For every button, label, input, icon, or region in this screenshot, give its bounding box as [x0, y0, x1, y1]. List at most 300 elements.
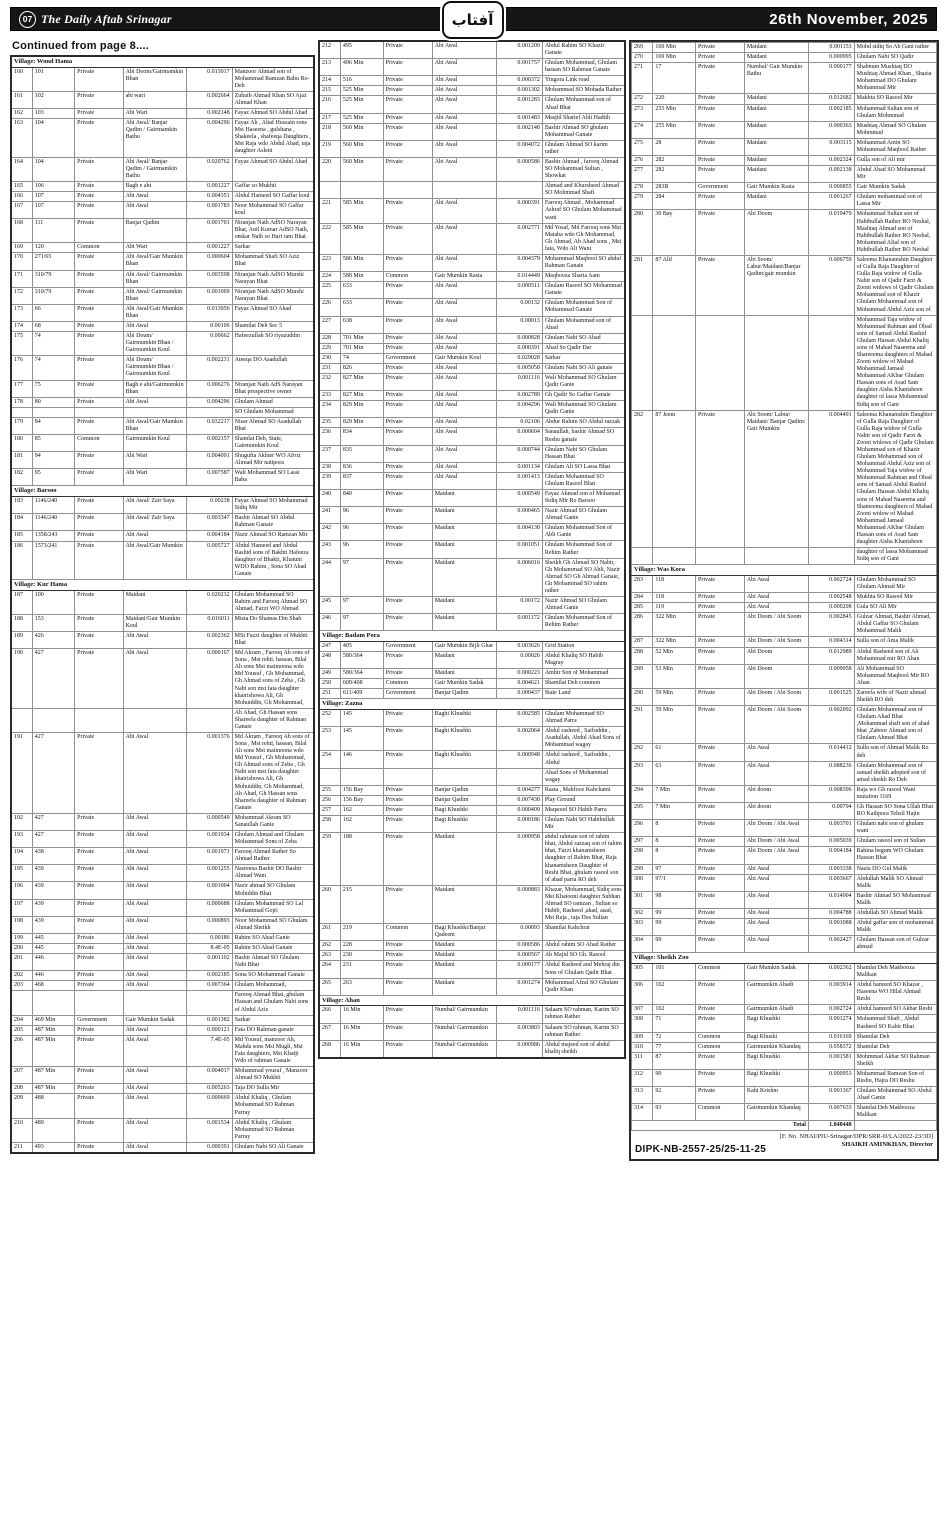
serial-no-cell: 217 [319, 113, 340, 123]
ownership-type-cell: Private [696, 919, 745, 936]
survey-no-cell: 827 Min [340, 373, 383, 390]
area-cell: 0.00013 [496, 316, 542, 333]
survey-no-cell: 439 [32, 916, 74, 933]
survey-no-cell: 7 Min [653, 803, 696, 820]
survey-no-cell: 71 [653, 1015, 696, 1032]
serial-no-cell: 213 [319, 59, 340, 76]
land-type-cell [432, 768, 496, 785]
survey-no-cell: 427 [32, 813, 74, 830]
serial-no-cell: 276 [632, 156, 653, 166]
survey-no-cell: 525 Min [340, 96, 383, 113]
survey-no-cell: 52 Min [653, 647, 696, 664]
land-type-cell: Bagi Khuski [744, 1032, 808, 1042]
owner-name-cell: Ab Ahad, Gh Hassan sons Shareefa daughter of Rahman Ganaie [232, 708, 314, 732]
owner-name-cell: Farooq Ahmad Bhat, ghulam Hassan and Ghulam Nabi sons of Abdul Aziz [232, 991, 314, 1015]
survey-no-cell: 446 [32, 954, 74, 971]
ownership-type-cell: Private [383, 391, 432, 401]
serial-no-cell: 258 [319, 816, 340, 833]
table-row [632, 1032, 937, 1042]
survey-no-cell: 74 [32, 332, 74, 356]
area-cell: 0.001227 [187, 181, 232, 191]
village-label: Village: Kur Hama [11, 579, 314, 590]
owner-name-cell: Ghulam nabi son of ghulam wani [854, 820, 936, 837]
table-row [632, 864, 937, 874]
land-type-cell: Abi Awal [123, 831, 187, 848]
area-cell: 0.000186 [496, 816, 542, 833]
owner-name-cell: Ghulam Mohammad, Ghulam hassan SO Rahman Ganaie [542, 59, 625, 76]
serial-no-cell: 269 [632, 43, 653, 53]
serial-no-cell: 278 [632, 183, 653, 193]
owner-name-cell: Farooq Ahmad , Mohammad Ashraf SO Ghulam Mohammad wani [542, 199, 625, 223]
table-row [632, 847, 937, 864]
area-cell: 0.020232 [187, 590, 232, 614]
area-cell: 0.001274 [808, 1015, 854, 1032]
table-row [632, 1015, 937, 1032]
area-cell: 0.00794 [808, 803, 854, 820]
owner-name-cell: Abdullah SO Ahmad Malik [854, 908, 936, 918]
table-row [11, 649, 314, 709]
serial-no-cell: 305 [632, 963, 653, 980]
land-type-cell: Abi Doom / Abi Awal [744, 837, 808, 847]
area-cell: 0.006759 [808, 255, 854, 315]
survey-no-cell: 489 [32, 1118, 74, 1142]
ownership-type-cell [75, 708, 123, 732]
serial-no-cell: 272 [632, 94, 653, 104]
land-type-cell: Abi Awal [744, 575, 808, 592]
serial-no-cell: 288 [632, 647, 653, 664]
area-cell: 0.002427 [808, 936, 854, 953]
table-row [319, 316, 625, 333]
ownership-type-cell: Private [383, 96, 432, 113]
survey-no-cell: 53 Min [653, 664, 696, 688]
survey-no-cell: 837 [340, 472, 383, 489]
serial-no-cell: 262 [319, 941, 340, 951]
table-row [319, 199, 625, 223]
survey-no-cell: 271/65 [32, 253, 74, 270]
ownership-type-cell: Private [75, 201, 123, 218]
serial-no-cell: 293 [632, 761, 653, 785]
area-cell: 0.000465 [496, 507, 542, 524]
survey-no-cell: 840 [340, 489, 383, 506]
table-row [319, 816, 625, 833]
serial-no-cell: 251 [319, 689, 340, 699]
serial-no-cell: 314 [632, 1104, 653, 1121]
ownership-type-cell: Private [696, 53, 745, 63]
ownership-type-cell: Private [75, 1084, 123, 1094]
survey-no-cell: 701 Min [340, 343, 383, 353]
serial-no-cell: 205 [11, 1025, 32, 1035]
owner-name-cell: Niranjan Nath AdSO Murshi Narayan Bhat [232, 270, 314, 287]
serial-no-cell: 225 [319, 282, 340, 299]
table-row [632, 785, 937, 802]
area-cell: 0.002138 [808, 166, 854, 183]
table-row [319, 795, 625, 805]
table-row [11, 944, 314, 954]
area-cell: 0.000586 [496, 941, 542, 951]
serial-no-cell: 285 [632, 603, 653, 613]
survey-no-cell: 99 [653, 908, 696, 918]
land-type-cell: Gairmumkin Abadi [744, 1005, 808, 1015]
owner-name-cell: Sarkar [542, 353, 625, 363]
serial-no-cell: 307 [632, 1005, 653, 1015]
survey-no-cell: 93 [653, 1104, 696, 1121]
survey-no-cell: 145 [340, 727, 383, 751]
ownership-type-cell: Private [383, 652, 432, 669]
survey-no-cell: 61 [653, 744, 696, 761]
ownership-type-cell: Private [383, 113, 432, 123]
table-row [319, 641, 625, 651]
table-row [319, 472, 625, 489]
area-cell: 0.001413 [496, 472, 542, 489]
ownership-type-cell: Private [696, 575, 745, 592]
survey-no-cell: 87 Jeem [653, 410, 696, 547]
ownership-type-cell: Private [696, 210, 745, 255]
area-cell: 0.000986 [496, 1040, 542, 1058]
survey-no-cell: 68 [32, 322, 74, 332]
ownership-type-cell: Common [383, 272, 432, 282]
serial-no-cell: 237 [319, 445, 340, 462]
serial-no-cell: 215 [319, 86, 340, 96]
land-type-cell: Abi Awal [432, 333, 496, 343]
area-cell: 0.000744 [496, 445, 542, 462]
ownership-type-cell: Private [696, 255, 745, 315]
land-type-cell: Banjar Qadim [432, 689, 496, 699]
table-row [11, 270, 314, 287]
survey-no-cell: 826 [340, 363, 383, 373]
survey-no-cell: 586 Min [340, 254, 383, 271]
table-row [632, 156, 937, 166]
table-row [11, 614, 314, 631]
area-cell: 0.001302 [496, 86, 542, 96]
ownership-type-cell: Private [75, 67, 123, 91]
land-type-cell: Abi Awal [123, 971, 187, 981]
area-cell: 0.000549 [496, 489, 542, 506]
land-type-cell: Abi Doom / Abi Soom [744, 613, 808, 637]
ownership-type-cell: Private [75, 865, 123, 882]
serial-no-cell: 167 [11, 201, 32, 218]
land-type-cell: Maidani [432, 558, 496, 596]
survey-no-cell: 169 Min [653, 43, 696, 53]
owner-name-cell: Ghulam Mohammad son of Ahad [542, 316, 625, 333]
land-type-cell: Abi Awal [123, 848, 187, 865]
ownership-type-cell: Private [383, 254, 432, 271]
survey-no-cell: 638 [340, 316, 383, 333]
owner-name-cell: Shugufta Akhter WO Afroz Ahmad Mir natipora [232, 452, 314, 469]
area-cell [496, 182, 542, 199]
serial-no-cell: 264 [319, 961, 340, 978]
area-cell: 0.004314 [808, 637, 854, 647]
survey-no-cell: 405 [340, 641, 383, 651]
area-cell: 0.00662 [187, 332, 232, 356]
owner-name-cell: Abdul Khaliq , Ghulam Mohammad SO Rahman Parray [232, 1118, 314, 1142]
survey-no-cell: 560 Min [340, 123, 383, 140]
serial-no-cell: 161 [11, 91, 32, 108]
ownership-type-cell: Private [75, 954, 123, 971]
serial-no-cell: 176 [11, 356, 32, 380]
ownership-type-cell: Private [75, 119, 123, 157]
land-type-cell: Maidani [744, 94, 808, 104]
table-row [11, 119, 314, 157]
table-row [11, 356, 314, 380]
area-cell: 0.001172 [496, 614, 542, 631]
table-row [319, 428, 625, 445]
owner-name-cell: Sona SO Mohammad Ganaie [232, 971, 314, 981]
survey-no-cell: 63 [653, 761, 696, 785]
area-cell: 0.001701 [187, 219, 232, 243]
survey-no-cell: 146 [340, 751, 383, 768]
owner-name-cell: Mohammad yousuf , Manzoor Ahmad SO Mukhti [232, 1067, 314, 1084]
ownership-type-cell: Common [696, 1042, 745, 1052]
table-row [632, 255, 937, 315]
table-row [319, 140, 625, 157]
area-cell: 0.000567 [496, 951, 542, 961]
owner-name-cell: Ghulam rasool son of Sultan [854, 837, 936, 847]
land-type-cell [123, 708, 187, 732]
land-type-cell: Gair Mumkin Rasta [432, 272, 496, 282]
serial-no-cell: 308 [632, 1015, 653, 1032]
ownership-type-cell [383, 768, 432, 785]
ownership-type-cell: Private [696, 410, 745, 547]
table-row [319, 941, 625, 951]
dipk-code: DIPK-NB-2557-25/25-11-25 [635, 1144, 767, 1156]
land-type-cell: Abi Awal [123, 397, 187, 407]
ownership-type-cell: Private [696, 1005, 745, 1015]
owner-name-cell: Niranjan Nath AdSO Murshi Narayan Bhat [232, 287, 314, 304]
survey-no-cell: 585 Min [340, 223, 383, 254]
survey-no-cell [32, 407, 74, 417]
land-type-cell: Abi Awal [432, 343, 496, 353]
area-cell: 0.002724 [808, 1005, 854, 1015]
land-type-cell: Maidani [432, 941, 496, 951]
serial-no-cell: 302 [632, 908, 653, 918]
land-type-cell: Abi Awal/Gair Mumkin [123, 541, 187, 579]
owner-name-cell: Abdul majeed son of abdul khaliq sheikh [542, 1040, 625, 1058]
area-cell [808, 315, 854, 410]
table-row [11, 219, 314, 243]
owner-name-cell: Maqbooza Sharia Aam [542, 272, 625, 282]
serial-no-cell: 313 [632, 1087, 653, 1104]
ownership-type-cell: Private [383, 373, 432, 390]
land-type-cell [744, 548, 808, 565]
table-row [319, 182, 625, 199]
serial-no-cell: 295 [632, 803, 653, 820]
ownership-type-cell: Private [75, 1142, 123, 1153]
owner-name-cell: Ali Mohammad SO Mohammad Maqbool Mir RO Ahan [854, 664, 936, 688]
owner-name-cell: Ghulam Mohammad son of samad sheikh adopted son of amad sheikh Ro Deh [854, 761, 936, 785]
land-type-cell: Numbal/ Gairmumkin [432, 1023, 496, 1040]
ownership-type-cell: Private [383, 1040, 432, 1058]
ownership-type-cell: Private [75, 649, 123, 709]
owner-name-cell: Rasta , Mahfooz Kahchami [542, 785, 625, 795]
survey-no-cell: 427 [32, 649, 74, 709]
serial-no-cell: 183 [11, 497, 32, 514]
area-cell: 0.012682 [808, 94, 854, 104]
ownership-type-cell: Private [696, 104, 745, 121]
land-type-cell: Abi Awal/ Gairmumkin Bhan [123, 270, 187, 287]
serial-no-cell: 296 [632, 820, 653, 837]
area-cell: 0.004184 [187, 531, 232, 541]
ownership-type-cell: Private [383, 795, 432, 805]
table-row [319, 445, 625, 462]
area-cell: 0.001116 [496, 1006, 542, 1023]
survey-no-cell: 525 Min [340, 113, 383, 123]
area-cell: 0.001367 [808, 1087, 854, 1104]
area-cell: 0.003914 [808, 981, 854, 1005]
area-cell: 0.001757 [496, 59, 542, 76]
land-type-cell: Numbal/ Gairmumkin [432, 1006, 496, 1023]
owner-name-cell: Ghulam Mohammad SO Lal Mohammad Gojri [232, 899, 314, 916]
ownership-type-cell: Private [696, 166, 745, 183]
owner-name-cell: Nazir Ahmad SO Ghulam Ahmad Ganie [542, 507, 625, 524]
area-cell: 0.00093 [496, 924, 542, 941]
ownership-type-cell: Government [383, 689, 432, 699]
area-cell: 0.001088 [808, 919, 854, 936]
land-type-cell: Abi Awal [432, 299, 496, 316]
serial-no-cell: 210 [11, 1118, 32, 1142]
survey-no-cell: 580/364 [340, 669, 383, 679]
survey-no-cell: 439 [32, 865, 74, 882]
table-row [632, 548, 937, 565]
table-row [632, 593, 937, 603]
ownership-type-cell: Private [383, 401, 432, 418]
table-row [319, 689, 625, 699]
survey-no-cell: 97 [340, 597, 383, 614]
land-type-cell: Abi Awal [432, 391, 496, 401]
survey-no-cell: 100 [32, 590, 74, 614]
owner-name-cell: Saleema Khanamshin Daughter of Gulla Raja Daughter of Gulla Raja widow of Gulla Nabir son of Qadir Farzi & Zooni widows of Qadir Ghulam Mohammad son of Khazir Ghulam Mohammad son of Mohammad Abdul Aziz son of Mohammad Taja widow of Mohammad Rahman and Obad sons of Samad Abdul Rashid Ghulam Hassan Abdul Khaliq sons of Mahad Naseema and Shameema daughters of Mahad Zooni widow of Mahad Mohammad Jamaal Mohammad AKbar Ghulam Hassan sons of Asad Sam daughter Aisha Khanisheen [854, 410, 936, 547]
ownership-type-cell: Private [696, 847, 745, 864]
land-type-cell: Bagh e abi [123, 181, 187, 191]
ownership-type-cell: Private [75, 469, 123, 486]
serial-no-cell [11, 991, 32, 1015]
survey-no-cell: 487 Min [32, 1084, 74, 1094]
survey-no-cell: 102 [653, 1005, 696, 1015]
survey-no-cell: 496 Min [340, 59, 383, 76]
ownership-type-cell: Private [696, 936, 745, 953]
serial-no-cell: 172 [11, 287, 32, 304]
owner-name-cell: Fayaz Ahmad SO Abdul Ahad [232, 109, 314, 119]
survey-no-cell: 107 [32, 201, 74, 218]
table-row [632, 647, 937, 664]
ownership-type-cell: Private [383, 597, 432, 614]
ownership-type-cell: Private [75, 253, 123, 270]
survey-no-cell: 59 Min [653, 706, 696, 744]
survey-no-cell: 609/408 [340, 679, 383, 689]
area-cell: 0.000223 [496, 669, 542, 679]
area-cell: 0.001283 [496, 96, 542, 113]
ownership-type-cell: Private [75, 981, 123, 991]
ownership-type-cell: Government [383, 641, 432, 651]
owner-name-cell: Md Yosaf, Md Farooq sons Mst Mataba wdo Gh Mohammad, Gh Ahmad, Ab Ahad sons , Mst fata, Wdo Ali Wani [542, 223, 625, 254]
land-type-cell: Abi Awal [123, 1025, 187, 1035]
table-row [319, 768, 625, 785]
serial-no-cell: 219 [319, 140, 340, 157]
survey-no-cell: 439 [32, 882, 74, 899]
land-type-cell: Maidani [432, 541, 496, 558]
table-row [11, 1015, 314, 1025]
serial-no-cell: 294 [632, 785, 653, 802]
ownership-type-cell: Private [75, 219, 123, 243]
village-header-row [319, 995, 625, 1006]
table-row [319, 462, 625, 472]
land-type-cell: Bagi Khushki [744, 1069, 808, 1086]
land-type-cell: Abi Awal [432, 445, 496, 462]
table-row [11, 191, 314, 201]
serial-no-cell: 259 [319, 833, 340, 886]
survey-no-cell: 560 Min [340, 158, 383, 182]
area-cell: 0.002724 [808, 575, 854, 592]
owner-name-cell: Fayaz Ahmad SO Mohammad Sidiq Mir [232, 497, 314, 514]
area-cell: 0.002362 [808, 963, 854, 980]
table-row [632, 575, 937, 592]
land-type-cell: Banjar Qadim [432, 785, 496, 795]
survey-no-cell: 99 [653, 919, 696, 936]
owner-name-cell: Hafeezullah SO riyazuddin [232, 332, 314, 356]
area-cell: 0.000409 [496, 805, 542, 815]
area-cell: 0.000688 [187, 899, 232, 916]
serial-no-cell: 244 [319, 558, 340, 596]
file-number: [F. No. NHAI/PIU-Srinagar/DPR/SRR-II/LA/2022-23/3D] [779, 1133, 933, 1141]
serial-no-cell: 280 [632, 210, 653, 255]
serial-no-cell: 221 [319, 199, 340, 223]
land-type-cell: Abi Awal [123, 933, 187, 943]
area-cell: 0.005058 [496, 363, 542, 373]
table-row [11, 865, 314, 882]
owner-name-cell: Ghulam Nabi SO Ali Ganaie [232, 1142, 314, 1153]
table-row [11, 933, 314, 943]
owner-name-cell: Sarkar [232, 1015, 314, 1025]
survey-no-cell: 560 Min [340, 140, 383, 157]
area-cell: 0.000958 [496, 833, 542, 886]
survey-no-cell: 77 [653, 1042, 696, 1052]
owner-name-cell: Shamilat Deh common [542, 679, 625, 689]
land-type-cell: Abi Awal/ Zair Saya [123, 497, 187, 514]
area-cell: 0.014904 [808, 891, 854, 908]
serial-no-cell: 257 [319, 805, 340, 815]
land-type-cell [432, 182, 496, 199]
land-type-cell: Maidani [744, 53, 808, 63]
owner-name-cell: Ghulam Nabi SO Habibullah Mir [542, 816, 625, 833]
serial-no-cell: 204 [11, 1015, 32, 1025]
owner-name-cell: Ghulam Mohammad SO Abdul Ahad Ganie [854, 1087, 936, 1104]
table-row [11, 253, 314, 270]
table-row [319, 924, 625, 941]
survey-no-cell: 487 Min [32, 1025, 74, 1035]
survey-no-cell: 322 Min [653, 613, 696, 637]
serial-no-cell: 274 [632, 121, 653, 138]
owner-name-cell: Sulla son of Ahmad Malik Ro deh [854, 744, 936, 761]
owner-name-cell: Fayaz Ah , Altaf Hussain sons Mst Haseena , gulshana , Shakeela , shafeeqa Daughters , Mst Raja wdo Abdul Ahad, taja daughter Asleni [232, 119, 314, 157]
area-cell: 0.004491 [808, 410, 854, 547]
owner-name-cell: Fata DO Rahman ganaie [232, 1025, 314, 1035]
survey-no-cell: 588 Min [340, 272, 383, 282]
land-type-cell: Abi Awal/ Gairmumkin Bhan [123, 287, 187, 304]
page-number-badge: 07 [19, 11, 36, 28]
ownership-type-cell: Private [696, 785, 745, 802]
survey-no-cell: 1358/243 [32, 531, 74, 541]
ownership-type-cell: Private [75, 1067, 123, 1084]
owner-name-cell: Maqsood SO Habib Parra [542, 805, 625, 815]
survey-no-cell: 488 [32, 1094, 74, 1118]
serial-no-cell: 171 [11, 270, 32, 287]
land-type-cell: Abi doom [744, 785, 808, 802]
ownership-type-cell: Private [383, 333, 432, 343]
area-cell: 0.000372 [496, 76, 542, 86]
ownership-type-cell: Private [696, 603, 745, 613]
ownership-type-cell: Private [75, 181, 123, 191]
survey-no-cell: 94 [32, 452, 74, 469]
survey-no-cell: 16 Min [340, 1023, 383, 1040]
